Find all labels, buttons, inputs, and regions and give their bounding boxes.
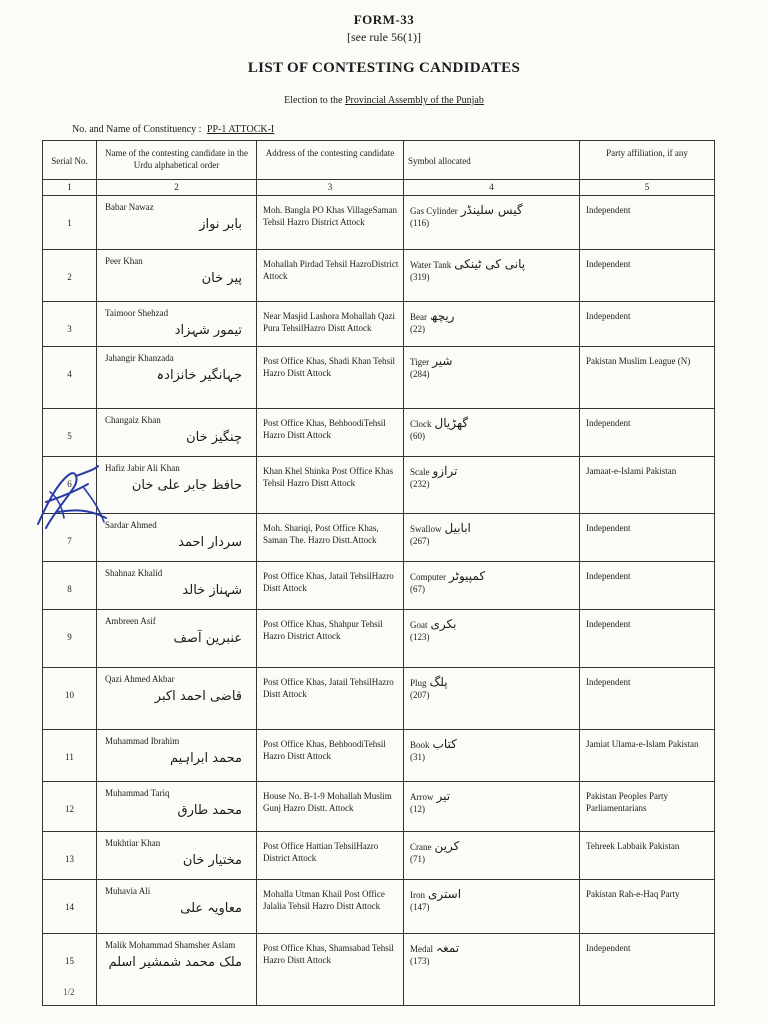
symbol-cell: [404, 409, 580, 457]
col-number: 4: [404, 180, 580, 196]
symbol-cell: [404, 934, 580, 1006]
candidate-name-en: Shahnaz Khalid: [105, 568, 163, 578]
symbol-name-ur: ترازو: [432, 464, 458, 478]
party-affiliation: Tehreek Labbaik Pakistan: [586, 841, 680, 851]
symbol-cell: [404, 668, 580, 730]
party-affiliation: Jamaat-e-Islami Pakistan: [586, 466, 677, 476]
candidate-address: Mohalla Utman Khail Post Office Jalalia Tehsil Hazro Distt Attock: [263, 889, 385, 911]
candidate-name-cell: [97, 302, 257, 347]
symbol-name-en: Crane: [410, 842, 432, 852]
symbol-name-ur: ریچھ: [430, 309, 455, 323]
candidate-name-cell: [97, 782, 257, 832]
party-affiliation: Pakistan Muslim League (N): [586, 356, 691, 366]
candidate-address: Post Office Khas, BehboodiTehsil Hazro Distt Attock: [263, 739, 386, 761]
header-party: Party affiliation, if any: [580, 141, 715, 180]
symbol-cell: [404, 782, 580, 832]
symbol-number: (71): [410, 854, 425, 864]
symbol-name-ur: کتاب: [432, 737, 457, 751]
party-affiliation: Independent: [586, 311, 631, 321]
symbol-cell: [404, 730, 580, 782]
candidate-name-en: Malik Mohammad Shamsher Aslam: [105, 940, 236, 950]
candidate-row: [43, 934, 715, 1006]
candidate-name-cell: [97, 347, 257, 409]
candidate-name-cell: [97, 880, 257, 934]
address-cell: [257, 409, 404, 457]
party-cell: [580, 832, 715, 880]
symbol-number: (173): [410, 956, 430, 966]
serial-no: 15: [43, 934, 97, 1006]
address-cell: [257, 250, 404, 302]
serial-no: 12: [43, 782, 97, 832]
candidate-name-cell: [97, 668, 257, 730]
party-affiliation: Independent: [586, 571, 631, 581]
candidate-name-en: Jahangir Khanzada: [105, 353, 174, 363]
symbol-cell: [404, 880, 580, 934]
symbol-number: (207): [410, 690, 430, 700]
party-affiliation: Pakistan Rah-e-Haq Party: [586, 889, 680, 899]
symbol-name-ur: کرین: [434, 839, 460, 853]
party-cell: [580, 514, 715, 562]
party-cell: [580, 610, 715, 668]
serial-no: 8: [43, 562, 97, 610]
symbol-name-ur: تمغہ: [436, 941, 460, 955]
symbol-number: (22): [410, 324, 425, 334]
candidate-name-cell: [97, 832, 257, 880]
election-line: [0, 95, 768, 106]
candidate-row: [43, 457, 715, 514]
constituency-label: No. and Name of Constituency :: [72, 124, 202, 135]
header-symbol: Symbol allocated: [404, 141, 580, 180]
address-cell: [257, 832, 404, 880]
candidate-name-en: Sardar Ahmed: [105, 520, 157, 530]
symbol-name-en: Scale: [410, 467, 430, 477]
constituency-value: PP-1 ATTOCK-I: [206, 124, 275, 135]
party-affiliation: Independent: [586, 677, 631, 687]
symbol-cell: [404, 302, 580, 347]
symbol-number: (123): [410, 632, 430, 642]
candidate-name-ur: حافظ جابر علی خان: [131, 478, 242, 493]
candidate-name-en: Taimoor Shehzad: [105, 308, 169, 318]
candidate-name-ur: پیر خان: [201, 271, 242, 286]
candidate-address: Khan Khel Shinka Post Office Khas Tehsil Hazro Distt Attock: [263, 466, 394, 488]
party-cell: [580, 562, 715, 610]
serial-no: 6: [43, 457, 97, 514]
header-name: Name of the contesting candidate in the Urdu alphabetical order: [97, 141, 257, 180]
symbol-cell: [404, 457, 580, 514]
candidate-row: [43, 250, 715, 302]
party-cell: [580, 730, 715, 782]
candidate-address: Post Office Khas, Shadi Khan Tehsil Hazro Distt Attock: [263, 356, 396, 378]
party-cell: [580, 668, 715, 730]
party-cell: [580, 196, 715, 250]
candidate-name-ur: ملک محمد شمشیر اسلم: [108, 955, 242, 970]
candidate-name-ur: چنگیز خان: [186, 430, 242, 445]
party-affiliation: Independent: [586, 943, 631, 953]
serial-no: 1: [43, 196, 97, 250]
candidate-name-ur: تیمور شہزاد: [174, 323, 242, 338]
candidate-name-en: Peer Khan: [105, 256, 143, 266]
address-cell: [257, 668, 404, 730]
candidate-row: [43, 832, 715, 880]
serial-no: 5: [43, 409, 97, 457]
candidate-name-cell: [97, 409, 257, 457]
symbol-cell: [404, 347, 580, 409]
symbol-cell: [404, 562, 580, 610]
symbol-number: (12): [410, 804, 425, 814]
address-cell: [257, 457, 404, 514]
serial-no: 3: [43, 302, 97, 347]
party-cell: [580, 250, 715, 302]
symbol-number: (60): [410, 431, 425, 441]
candidate-name-cell: [97, 610, 257, 668]
serial-no: 11: [43, 730, 97, 782]
address-cell: [257, 782, 404, 832]
symbol-number: (284): [410, 369, 430, 379]
candidate-name-en: Changaiz Khan: [105, 415, 161, 425]
candidate-name-ur: جہانگیر خانزادہ: [156, 368, 242, 383]
symbol-name-ur: شیر: [432, 354, 453, 368]
header-serial: Serial No.: [43, 141, 97, 180]
symbol-name-en: Swallow: [410, 524, 442, 534]
candidate-name-en: Muhammad Tariq: [105, 788, 170, 798]
candidate-name-cell: [97, 457, 257, 514]
party-affiliation: Independent: [586, 418, 631, 428]
election-body: Provincial Assembly of the Punjab: [344, 95, 484, 106]
candidate-row: [43, 880, 715, 934]
symbol-name-en: Book: [410, 740, 430, 750]
candidate-name-en: Muhammad Ibrahim: [105, 736, 180, 746]
candidate-row: [43, 347, 715, 409]
symbol-cell: [404, 832, 580, 880]
candidate-name-en: Mukhtiar Khan: [105, 838, 161, 848]
candidate-address: House No. B-1-9 Mohallah Muslim Gunj Hazro Distt. Attock: [263, 791, 392, 813]
candidate-address: Post Office Khas, Jatail TehsilHazro Distt Attock: [263, 677, 394, 699]
candidate-name-ur: شہناز خالد: [182, 583, 242, 598]
candidate-row: [43, 409, 715, 457]
constituency-line: [72, 124, 274, 135]
party-cell: [580, 880, 715, 934]
party-cell: [580, 409, 715, 457]
candidate-name-ur: قاضی احمد اکبر: [154, 689, 242, 704]
symbol-name-en: Computer: [410, 572, 446, 582]
symbol-number: (31): [410, 752, 425, 762]
address-cell: [257, 610, 404, 668]
symbol-name-en: Bear: [410, 312, 427, 322]
candidate-name-en: Qazi Ahmed Akbar: [105, 674, 175, 684]
serial-no: 7: [43, 514, 97, 562]
symbol-name-ur: پانی کی ٹینکی: [454, 257, 526, 271]
party-cell: [580, 457, 715, 514]
symbol-name-ur: پلگ: [429, 675, 448, 689]
column-number-row: [43, 180, 715, 196]
symbol-number: (147): [410, 902, 430, 912]
party-cell: [580, 782, 715, 832]
party-affiliation: Pakistan Peoples Party Parliamentarians: [586, 791, 668, 813]
serial-no: 4: [43, 347, 97, 409]
party-cell: [580, 347, 715, 409]
symbol-name-ur: بکری: [430, 617, 457, 631]
symbol-name-en: Arrow: [410, 792, 434, 802]
party-affiliation: Independent: [586, 259, 631, 269]
symbol-cell: [404, 196, 580, 250]
candidate-name-en: Ambreen Asif: [105, 616, 156, 626]
party-affiliation: Jamiat Ulama-e-Islam Pakistan: [586, 739, 699, 749]
candidate-row: [43, 562, 715, 610]
candidate-address: Near Masjid Lashora Mohallah Qazi Pura TehsilHazro Distt Attock: [263, 311, 395, 333]
candidate-name-ur: عنبرین آصف: [173, 631, 242, 646]
party-cell: [580, 934, 715, 1006]
candidate-rows: [43, 196, 715, 1006]
candidate-address: Post Office Khas, Jatail TehsilHazro Distt Attock: [263, 571, 394, 593]
candidate-name-cell: [97, 562, 257, 610]
serial-no: 14: [43, 880, 97, 934]
serial-no: 2: [43, 250, 97, 302]
symbol-name-en: Goat: [410, 620, 428, 630]
serial-no: 13: [43, 832, 97, 880]
symbol-cell: [404, 250, 580, 302]
candidate-address: Post Office Hattian TehsilHazro District Attock: [263, 841, 379, 863]
address-cell: [257, 730, 404, 782]
candidate-row: [43, 730, 715, 782]
handwritten-signature: [28, 462, 118, 542]
party-affiliation: Independent: [586, 523, 631, 533]
address-cell: [257, 302, 404, 347]
candidate-name-en: Muhavia Ali: [105, 886, 151, 896]
symbol-name-en: Medal: [410, 944, 433, 954]
symbol-name-en: Water Tank: [410, 260, 452, 270]
candidate-row: [43, 514, 715, 562]
candidate-address: Post Office Khas, Shamsabad Tehsil Hazro Distt Attock: [263, 943, 394, 965]
symbol-number: (267): [410, 536, 430, 546]
candidate-name-ur: محمد ابراہیم: [169, 751, 242, 766]
candidate-name-ur: محمد طارق: [177, 803, 242, 818]
candidate-address: Moh. Bangla PO Khas VillageSaman Tehsil Hazro District Attock: [263, 205, 398, 227]
header-address: Address of the contesting candidate: [257, 141, 404, 180]
symbol-number: (116): [410, 218, 430, 228]
candidate-address: Post Office Khas, Shahpur Tehsil Hazro District Attock: [263, 619, 383, 641]
candidate-name-cell: [97, 250, 257, 302]
candidate-name-ur: سردار احمد: [178, 535, 242, 550]
address-cell: [257, 347, 404, 409]
symbol-number: (67): [410, 584, 425, 594]
candidate-row: [43, 196, 715, 250]
symbol-name-en: Clock: [410, 419, 432, 429]
symbol-name-ur: کمپیوٹر: [449, 569, 486, 583]
address-cell: [257, 880, 404, 934]
candidate-name-cell: [97, 934, 257, 1006]
candidate-row: [43, 782, 715, 832]
col-number: 5: [580, 180, 715, 196]
serial-no: 10: [43, 668, 97, 730]
address-cell: [257, 196, 404, 250]
party-affiliation: Independent: [586, 619, 631, 629]
symbol-name-en: Iron: [410, 890, 425, 900]
candidate-name-ur: معاویہ علی: [180, 901, 242, 916]
candidate-name-ur: بابر نواز: [199, 217, 242, 232]
candidate-name-cell: [97, 730, 257, 782]
candidate-name-ur: مختیار خان: [182, 853, 242, 868]
col-number: 3: [257, 180, 404, 196]
document-title: LIST OF CONTESTING CANDIDATES: [247, 60, 521, 76]
symbol-cell: [404, 514, 580, 562]
address-cell: [257, 514, 404, 562]
col-number: 2: [97, 180, 257, 196]
serial-no: 9: [43, 610, 97, 668]
candidate-name-cell: [97, 514, 257, 562]
candidate-row: [43, 668, 715, 730]
symbol-name-ur: ابابیل: [444, 521, 471, 535]
symbol-name-en: Tiger: [410, 357, 430, 367]
party-affiliation: Independent: [586, 205, 631, 215]
candidate-name-cell: [97, 196, 257, 250]
candidate-address: Mohallah Pirdad Tehsil HazroDistrict Attock: [263, 259, 399, 281]
form-number: FORM-33: [353, 12, 415, 27]
election-prefix: Election to the: [284, 95, 343, 106]
symbol-name-ur: استری: [428, 887, 462, 901]
address-cell: [257, 562, 404, 610]
symbol-name-ur: گھڑیال: [434, 416, 469, 430]
party-cell: [580, 302, 715, 347]
address-cell: [257, 934, 404, 1006]
symbol-name-en: Plug: [410, 678, 427, 688]
candidate-row: [43, 610, 715, 668]
candidate-address: Moh. Shariqi, Post Office Khas, Saman The. Hazro Distt.Attock: [263, 523, 379, 545]
symbol-name-ur: تیر: [436, 789, 451, 803]
symbol-number: (319): [410, 272, 430, 282]
symbol-number: (232): [410, 479, 430, 489]
candidate-address: Post Office Khas, BehboodiTehsil Hazro Distt Attock: [263, 418, 386, 440]
header-row: [43, 141, 715, 180]
candidate-row: [43, 302, 715, 347]
candidate-name-en: Babar Nawaz: [105, 202, 154, 212]
symbol-cell: [404, 610, 580, 668]
rule-reference: [see rule 56(1)]: [347, 30, 421, 44]
candidate-name-en: Hafiz Jabir Ali Khan: [105, 463, 180, 473]
symbol-name-en: Gas Cylinder: [410, 206, 458, 216]
candidates-table: [42, 140, 715, 1006]
symbol-name-ur: گیس سلینڈر: [460, 203, 523, 217]
col-number: 1: [43, 180, 97, 196]
page-number: 1/2: [63, 987, 75, 997]
